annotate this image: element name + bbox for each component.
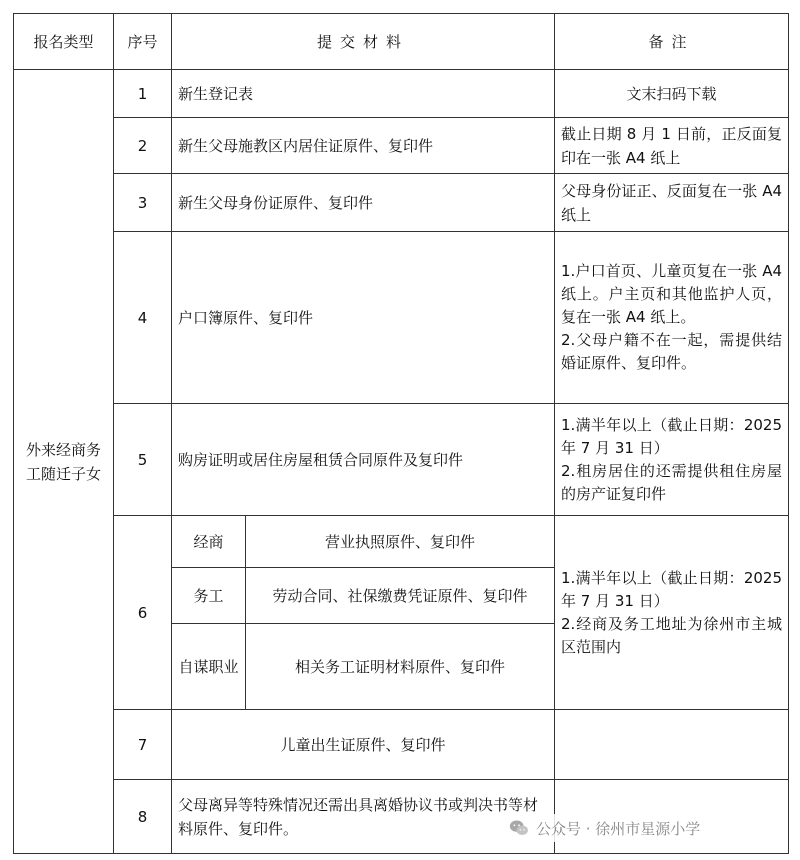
table-row (14, 516, 789, 568)
material-cell: 儿童出生证原件、复印件 (172, 710, 555, 780)
note-cell (555, 516, 789, 710)
wechat-icon (508, 817, 530, 839)
table-row (14, 174, 789, 232)
row-no: 4 (114, 232, 172, 404)
table-row (14, 118, 789, 174)
note-line: 2.父母户籍不在一起，需提供结婚证原件、复印件。 (561, 331, 783, 372)
material-cell: 新生父母施教区内居住证原件、复印件 (172, 118, 555, 174)
table-row (14, 232, 789, 404)
material-cell: 户口簿原件、复印件 (172, 232, 555, 404)
sub-kind-cell: 经商 (172, 516, 246, 568)
header-materials: 提交材料 (172, 14, 555, 70)
row-no: 3 (114, 174, 172, 232)
sub-kind-cell: 务工 (172, 568, 246, 624)
material-cell: 新生父母身份证原件、复印件 (172, 174, 555, 232)
row-no: 7 (114, 710, 172, 780)
watermark (508, 814, 704, 842)
note-line: 1.满半年以上（截止日期：2025 年 7 月 31 日） (561, 568, 783, 610)
header-type: 报名类型 (14, 14, 114, 70)
sub-material-cell: 劳动合同、社保缴费凭证原件、复印件 (246, 568, 555, 624)
note-cell (555, 404, 789, 516)
category-cell: 外来经商务工随迁子女 (14, 70, 114, 854)
row-no: 8 (114, 780, 172, 854)
note-line: 2.租房居住的还需提供租住房屋的房产证复印件 (561, 461, 783, 503)
table-row (14, 70, 789, 118)
note-cell: 父母身份证正、反面复在一张 A4 纸上 (555, 174, 789, 232)
note-line: 2.经商及务工地址为徐州市主城区范围内 (561, 614, 783, 656)
note-line: 1.户口首页、儿童页复在一张 A4 纸上。户主页和其他监护人页，复在一张 A4 纸上。 (561, 262, 783, 326)
row-no: 2 (114, 118, 172, 174)
note-cell (555, 710, 789, 780)
watermark-text: 公众号 · 徐州市星源小学 (536, 819, 701, 838)
table-row (14, 404, 789, 516)
sub-material-cell: 营业执照原件、复印件 (246, 516, 555, 568)
sub-material-cell: 相关务工证明材料原件、复印件 (246, 624, 555, 710)
note-cell: 文末扫码下载 (555, 70, 789, 118)
materials-table (13, 13, 789, 854)
material-cell: 新生登记表 (172, 70, 555, 118)
header-notes: 备注 (555, 14, 789, 70)
table-header-row (14, 14, 789, 70)
row-no: 5 (114, 404, 172, 516)
material-cell: 购房证明或居住房屋租赁合同原件及复印件 (172, 404, 555, 516)
row-no: 1 (114, 70, 172, 118)
note-line: 1.满半年以上（截止日期：2025 年 7 月 31 日） (561, 415, 783, 457)
note-cell (555, 232, 789, 404)
header-no: 序号 (114, 14, 172, 70)
table-row (14, 710, 789, 780)
sub-kind-cell: 自谋职业 (172, 624, 246, 710)
note-cell: 截止日期 8 月 1 日前，正反面复印在一张 A4 纸上 (555, 118, 789, 174)
row-no: 6 (114, 516, 172, 710)
material-cell: 父母离异等特殊情况还需出具离婚协议书或判决书等材料原件、复印件。 (172, 780, 555, 854)
